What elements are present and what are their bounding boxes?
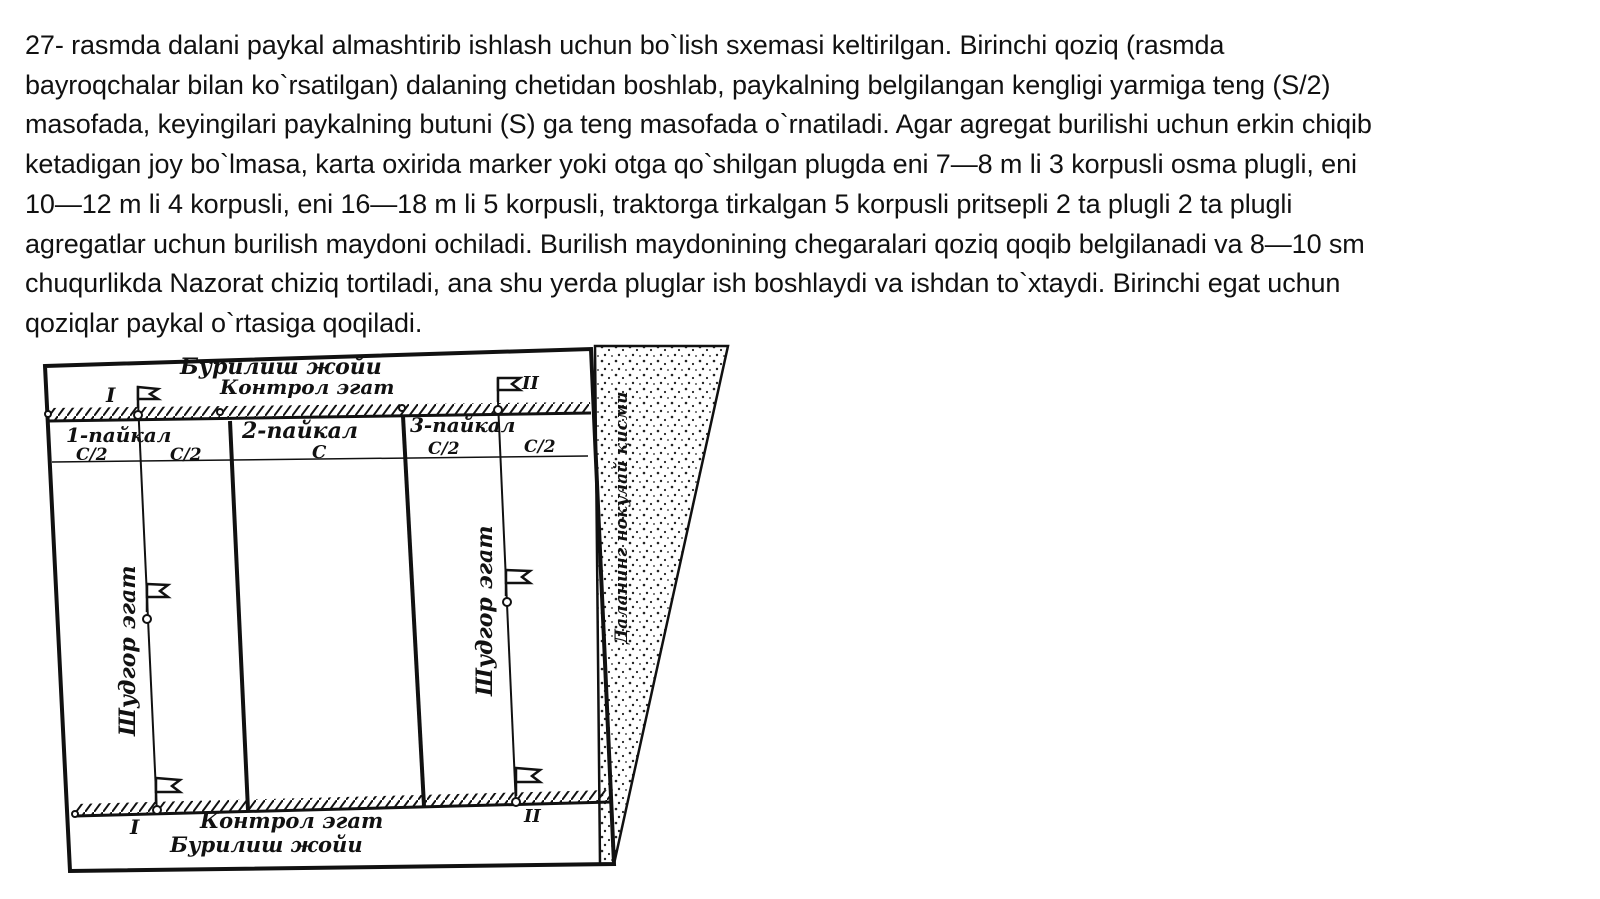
- roman-numeral-one-bottom: I: [130, 815, 140, 839]
- plow-furrow-label-2: Шудгор эгат: [472, 525, 498, 696]
- stake-marker: [503, 598, 511, 606]
- paragraph-line: qoziqlar paykal o`rtasiga qoqiladi.: [25, 307, 423, 338]
- paragraph-line: masofada, keyingilari paykalning butuni (S) ga teng masofada o`rnatiladi. Agar agregat burilishi uchun erkin chiqib: [25, 109, 1372, 140]
- plot-boundary-line: [403, 416, 424, 806]
- flag-icon: [506, 570, 530, 596]
- paragraph-line: chuqurlikda Nazorat chiziq tortiladi, ana shu yerda pluglar ish boshlaydi va ishdan to`xtaydi. Birinchi egat uchun: [25, 268, 1341, 299]
- instruction-paragraph: [25, 26, 1570, 344]
- stake-marker: [217, 409, 223, 415]
- flag-icon: [498, 378, 520, 402]
- bottom-headland-label: Бурилиш жойи: [170, 832, 363, 857]
- field-remaining-part-label: Даланинг нокулай қисми: [612, 391, 632, 644]
- plot-boundary-line: [230, 421, 248, 810]
- half-s-label: С/2: [524, 437, 556, 457]
- paragraph-line: 10—12 m li 4 korpusli, eni 16—18 m li 5 korpusli, traktorga tirkalgan 5 korpusli pritsepli 2 ta plugli 2 ta plugli: [25, 188, 1293, 219]
- roman-numeral-one: I: [106, 383, 116, 407]
- half-s-label: С/2: [428, 439, 460, 459]
- half-s-label: С/2: [170, 445, 202, 465]
- diagram-svg: [40, 344, 760, 894]
- top-control-furrow-label: Контрол эгат: [220, 375, 395, 399]
- flag-icon: [147, 584, 168, 612]
- plot-2-label: 2-пайкал: [242, 418, 358, 444]
- stake-marker: [399, 405, 405, 411]
- stake-marker: [153, 806, 161, 814]
- flag-icon: [516, 768, 540, 796]
- stake-marker: [134, 411, 142, 419]
- paragraph-line: ketadigan joy bo`lmasa, karta oxirida marker yoki otga qo`shilgan plugda eni 7—8 m li 3 korpusli osma plugli, eni: [25, 149, 1357, 180]
- half-s-label: С/2: [76, 445, 108, 465]
- top-headland-label: Бурилиш жойи: [180, 354, 382, 380]
- roman-numeral-two: II: [522, 373, 539, 394]
- paragraph-line: bayroqchalar bilan ko`rsatilgan) dalaning chetidan boshlab, paykalning belgilangan kengligi yarmiga teng (S/2): [25, 69, 1331, 100]
- flag-icon: [156, 778, 180, 804]
- paragraph-line: agregatlar uchun burilish maydoni ochiladi. Burilish maydonining chegaralari qoziq qoqib belgilanadi va 8—10 sm: [25, 228, 1365, 259]
- flag-icon: [138, 386, 158, 408]
- plot-3-label: 3-пайкал: [410, 413, 516, 437]
- stake-marker: [45, 411, 51, 417]
- full-s-label: С: [312, 442, 327, 463]
- roman-numeral-two-bottom: II: [524, 806, 541, 827]
- stake-marker: [512, 798, 520, 806]
- bottom-control-furrow-label: Контрол эгат: [200, 808, 384, 833]
- plow-furrow-label-1: Шудгор эгат: [115, 565, 141, 736]
- plot-1-label: 1-пайкал: [66, 423, 172, 447]
- paragraph-line: 27- rasmda dalani paykal almashtirib ishlash uchun bo`lish sxemasi keltirilgan. Birinchi qoziq (rasmda: [25, 30, 1225, 60]
- stake-marker: [72, 811, 78, 817]
- field-division-diagram: [40, 344, 760, 894]
- stake-marker: [143, 615, 151, 623]
